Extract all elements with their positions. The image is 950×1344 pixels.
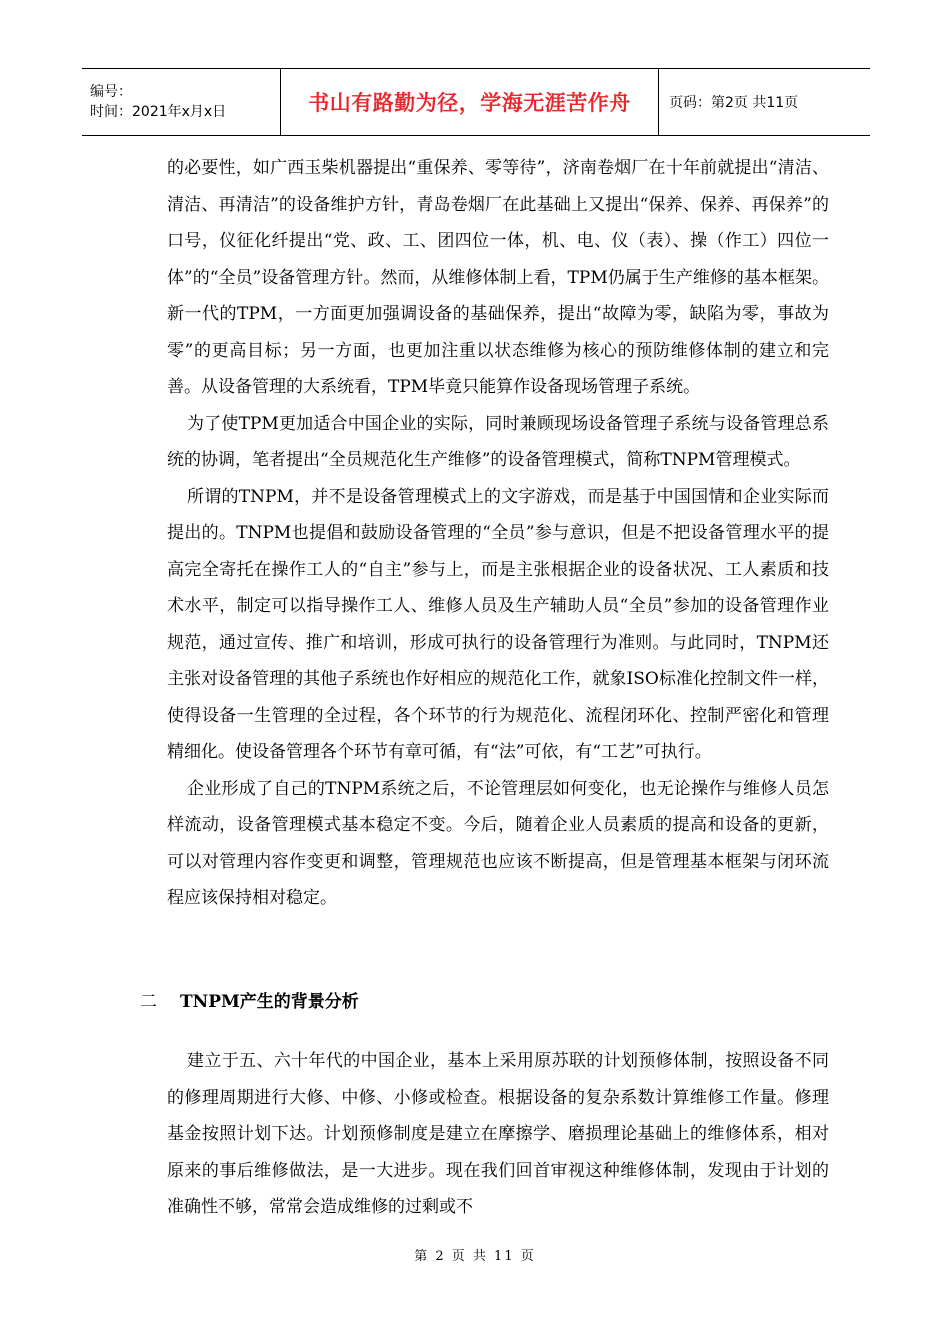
paragraph-tnpm-definition: 所谓的TNPM，并不是设备管理模式上的文字游戏，而是基于中国国情和企业实际而提出的。TNPM也提倡和鼓励设备管理的“全员”参与意识，但是不把设备管理水平的提高完全寄托在操作工人的“自主”参与上，而是主张根据企业的设备状况、工人素质和技术水平，制定可以指导操作工人、维修人员及生产辅助人员“全员”参加的设备管理作业规范，通过宣传、推广和培训，形成可执行的设备管理行为准则。与此同时，TNPM还主张对设备管理的其他子系统也作好相应的规范化工作，就象ISO标准化控制文件一样，使得设备一生管理的全过程，各个环节的行为规范化、流程闭环化、控制严密化和管理精细化。使设备管理各个环节有章可循，有“法”可依，有“工艺”可执行。 (167, 486, 829, 762)
section-heading (140, 987, 359, 1012)
paragraph-tnpm-stability: 企业形成了自己的TNPM系统之后，不论管理层如何变化，也无论操作与维修人员怎样流动，设备管理模式基本稳定不变。今后，随着企业人员素质的提高和设备的更新，可以对管理内容作变更和调整，管理规范也应该不断提高，但是管理基本框架与闭环流程应该保持相对稳定。 (167, 778, 829, 908)
page-footer: 第 2 页 共 11 页 (414, 1249, 536, 1264)
document-body-section-two (167, 1043, 829, 1226)
section-number: 二 (140, 992, 157, 1012)
header-motto-cell (281, 69, 659, 135)
paragraph-tnpm-proposal: 为了使TPM更加适合中国企业的实际，同时兼顾现场设备管理子系统与设备管理总系统的协调，笔者提出“全员规范化生产维修”的设备管理模式，简称TNPM管理模式。 (167, 413, 829, 470)
header-page-info: 页码：第2页 共11页 (669, 95, 799, 111)
header-meta-cell (82, 69, 281, 135)
paragraph-background: 建立于五、六十年代的中国企业，基本上采用原苏联的计划预修体制，按照设备不同的修理周期进行大修、中修、小修或检查。根据设备的复杂系数计算维修工作量。修理基金按照计划下达。计划预修制度是建立在摩擦学、磨损理论基础上的维修体系，相对原来的事后维修做法，是一大进步。现在我们回首审视这种维修体制，发现由于计划的准确性不够，常常会造成维修的过剩或不 (167, 1051, 829, 1217)
paragraph-continuation: 的必要性，如广西玉柴机器提出“重保养、零等待”，济南卷烟厂在十年前就提出“清洁、清洁、再清洁”的设备维护方针，青岛卷烟厂在此基础上又提出“保养、保养、再保养”的口号，仪征化纤提出“党、政、工、团四位一体，机、电、仪（表）、操（作工）四位一体”的“全员”设备管理方针。然而，从维修体制上看，TPM仍属于生产维修的基本框架。新一代的TPM，一方面更加强调设备的基础保养，提出“故障为零，缺陷为零，事故为零”的更高目标；另一方面，也更加注重以状态维修为核心的预防维修体制的建立和完善。从设备管理的大系统看，TPM毕竟只能算作设备现场管理子系统。 (167, 158, 829, 397)
header-page-cell (659, 69, 870, 135)
header-motto: 书山有路勤为径，学海无涯苦作舟 (308, 91, 631, 115)
document-number-label: 编号： (90, 84, 132, 100)
section-title: TNPM产生的背景分析 (180, 992, 359, 1012)
page-header (82, 68, 870, 136)
document-body (167, 150, 829, 917)
document-time-label: 时间：2021年x月x日 (90, 104, 227, 120)
